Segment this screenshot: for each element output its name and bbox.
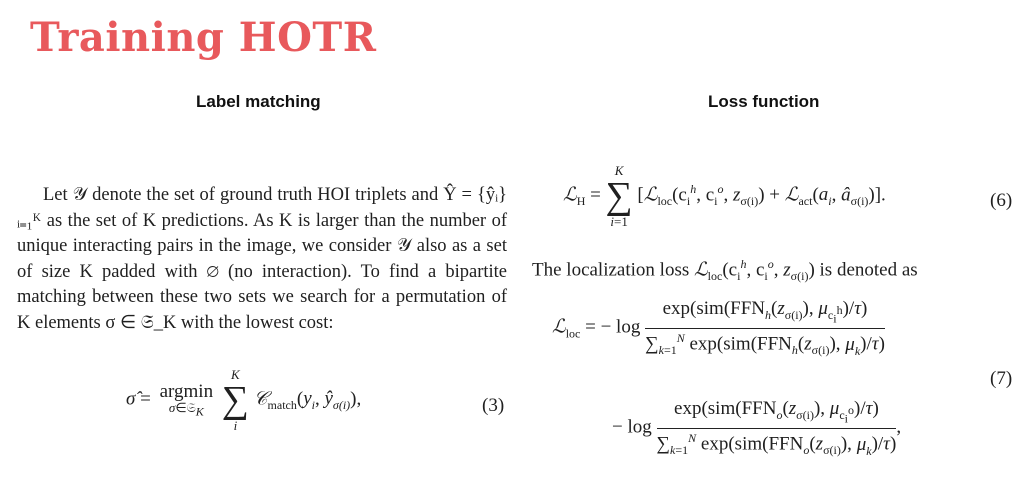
slide-title: Training HOTR — [30, 14, 377, 61]
paragraph-text: Let 𝒴 denote the set of ground truth HOI triplets and Ŷ = {ŷᵢ}ᵢ₌₁ᴷ as the set of K predictions. As K is larger than the number of unique interacting pairs in the image, we consider 𝒴 also as a set of size K padded with ∅ (no interaction). To find a bipartite matching between these two sets we search for a permutation of K elements σ ∈ 𝔖_K with the lowest cost: — [17, 185, 507, 333]
localization-sentence: The localization loss $ℒ_{loc}(c_i^h$, $c_i^o$, $z_{\sigma(i)}$) is denoted as — [532, 257, 918, 284]
label-matching-paragraph — [17, 183, 507, 336]
equation-7-line-1: ℒ$_{loc}$ = − log $\frac{\exp(sim(FFN_h(z_{\sigma(i)}), \mu_{c_i^h})/\tau)}{\sum_{k=1}^N \exp(sim(FFN_h(z_{\sigma(i)}), \mu_k)/\tau)}$ — [552, 298, 885, 358]
equation-3-number: (3) — [482, 395, 505, 416]
equation-6: ℒ$_H$ = K ∑ i=1 [$ℒ_{loc}(c_i^h$, $c_i^o$, $z_{\sigma(i)}$) + $ℒ_{act}(a_i$, $â_{\sigma(i)}$)]. — [563, 163, 886, 229]
equation-6-number: (6) — [990, 190, 1013, 211]
equation-7-number: (7) — [990, 368, 1013, 389]
equation-7-line-2: − log $\frac{\exp(sim(FFN_o(z_{\sigma(i)}), \mu_{c_i^o})/\tau)}{\sum_{k=1}^N \exp(sim(FFN_o(z_{\sigma(i)}), \mu_k)/\tau)}$ , — [612, 398, 902, 458]
equation-3: σ̂ = argmin σ∈𝔖$_K$ K ∑ i $𝒞_{match}(y_i$, $ŷ_{\sigma(i)}$), — [126, 367, 362, 433]
label-matching-heading: Label matching — [196, 92, 321, 111]
loc-sentence-prefix: The localization loss — [532, 259, 690, 281]
loc-sentence-suffix: is denoted as — [819, 259, 918, 281]
loss-function-heading: Loss function — [708, 92, 820, 111]
